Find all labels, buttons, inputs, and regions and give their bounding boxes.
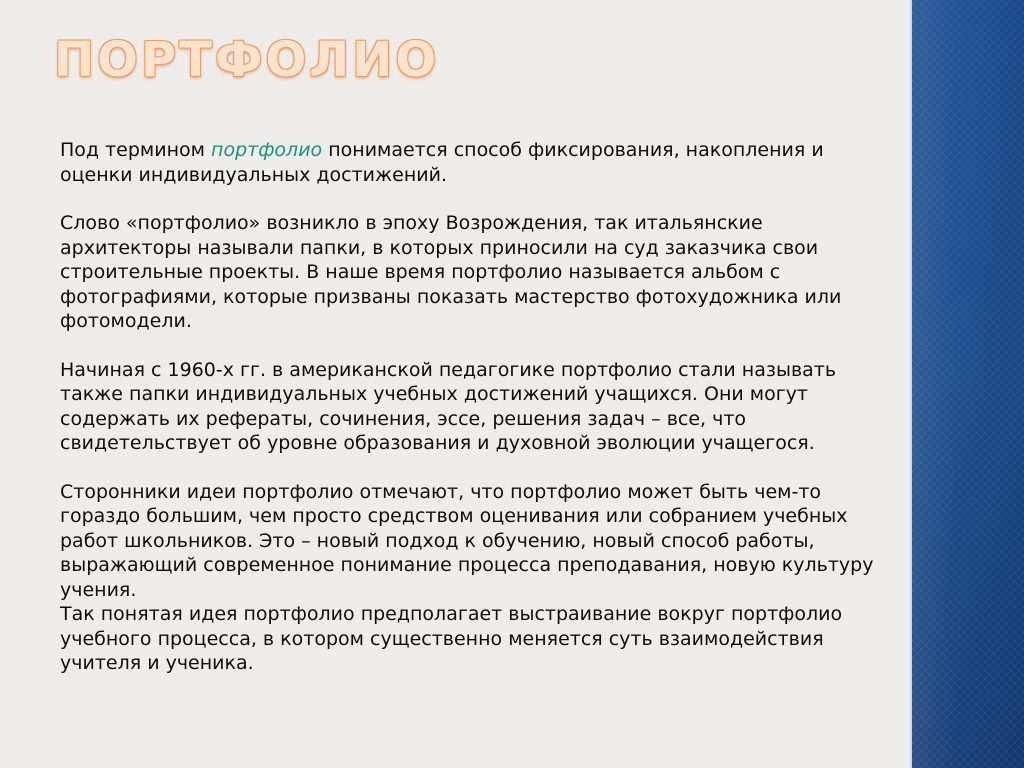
- paragraph-supporters: [60, 480, 880, 676]
- paragraph-history: Слово «портфолио» возникло в эпоху Возрождения, так итальянские архитекторы называли папки, в которых приносили на суд заказчика свои строительные проекты. В наше время портфолио называется альбом с фотографиями, которые призваны показать мастерство фотохудожника или фотомодели.: [60, 212, 842, 332]
- conclusion-text: Так понятая идея портфолио предполагает выстраивание вокруг портфолио учебного процесса, в котором существенно меняется суть взаимодействия учителя и ученика.: [60, 603, 843, 674]
- definition-text-end: понимается способ фиксирования, накопления и оценки индивидуальных достижений.: [60, 139, 824, 186]
- paragraph-pedagogy: Начиная с 1960-х гг. в американской педагогике портфолио стали называть также папки индивидуальных учебных достижений учащихся. Они могут содержать их рефераты, сочинения, эссе, решения задач – все, что свидетельствует об уровне образования и духовной эволюции учащегося.: [60, 358, 837, 454]
- side-panel-sheen: [912, 0, 1024, 768]
- highlighted-term: портфолио: [211, 139, 323, 161]
- paragraph-definition: [60, 138, 880, 187]
- slide-title: ПОРТФОЛИО: [54, 32, 440, 88]
- supporters-text: Сторонники идеи портфолио отмечают, что портфолио может быть чем-то гораздо большим, чем просто средством оценивания или собранием учебных работ школьников. Это – новый подход к обучению, новый способ работы, выражающий современное понимание процесса преподавания, новую культуру учения.: [60, 480, 874, 601]
- definition-text-start: Под термином: [60, 139, 212, 161]
- decorative-side-panel: [912, 0, 1024, 768]
- slide-body: [60, 138, 880, 676]
